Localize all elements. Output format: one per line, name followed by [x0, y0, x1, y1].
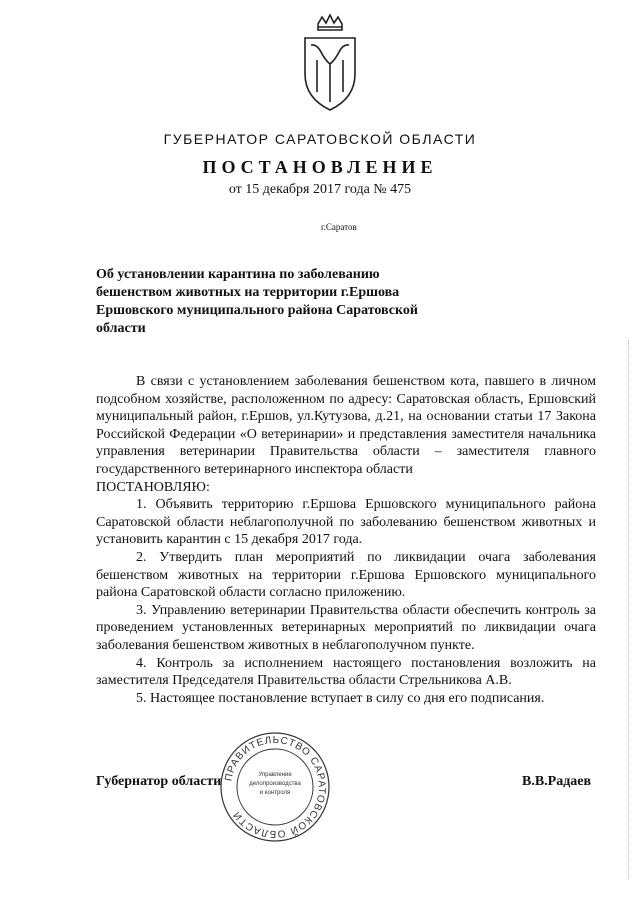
stamp-center-line-2: делопроизводства — [249, 781, 301, 787]
official-stamp-seal — [218, 730, 332, 844]
svg-text:ПРАВИТЕЛЬСТВО САРАТОВСКОЙ ОБЛА: ПРАВИТЕЛЬСТВО САРАТОВСКОЙ ОБЛАСТИ — [223, 734, 328, 840]
resolution-item-4: 4. Контроль за исполнением настоящего постановления возложить на заместителя Председателя Правительства области Стрельникова А.В. — [96, 655, 596, 689]
resolution-item-1: 1. Объявить территорию г.Ершова Ершовского муниципального района Саратовской области неблагополучной по заболеванию бешенством животных и установить карантин с 15 декабря 2017 года. — [96, 497, 596, 548]
resolution-item-3: 3. Управлению ветеринарии Правительства области обеспечить контроль за проведением установленных ветеринарных мероприятий по ликвидации очага заболевания бешенством животных в неблагополучном пункте. — [96, 602, 596, 653]
document-date-number: от 15 декабря 2017 года № 475 — [228, 182, 412, 197]
document-body — [96, 373, 596, 707]
document-subject: Об установлении карантина по заболеванию бешенством животных на территории г.Ершова Ершовского муниципального района Саратовской области — [96, 267, 418, 336]
document-city: г.Саратов — [321, 222, 357, 232]
intro-paragraph: В связи с установлением заболевания бешенством кота, павшего в личном подсобном хозяйстве, расположенном по адресу: Саратовская область, Ершовский муниципальный район, г.Ершов, ул.Кутузова, д.21, на основании статьи 17 Закона Российской Федерации «О ветеринарии» и представления заместителя начальника управления ветеринарии Правительства области – заместителя главного государственного ветеринарного инспектора области — [96, 374, 596, 477]
resolution-item-2: 2. Утвердить план мероприятий по ликвидации очага заболевания бешенством животных на территории г.Ершова Ершовского муниципального района Саратовской области согласно приложению. — [96, 549, 596, 601]
resolution-item-5: 5. Настоящее постановление вступает в силу со дня его подписания. — [136, 690, 545, 706]
signatory-name: В.В.Радаев — [522, 774, 592, 789]
stamp-center-line-3: и контроля — [259, 790, 291, 796]
scan-edge-mark — [628, 340, 631, 880]
document-type-title: ПОСТАНОВЛЕНИЕ — [202, 157, 438, 177]
saratov-coat-of-arms-icon — [295, 14, 365, 114]
resolve-statement: ПОСТАНОВЛЯЮ: — [96, 479, 210, 495]
stamp-center-line-1: Управление — [258, 772, 292, 778]
issuing-authority: ГУБЕРНАТОР САРАТОВСКОЙ ОБЛАСТИ — [163, 131, 477, 147]
signatory-title: Губернатор области — [96, 774, 222, 789]
